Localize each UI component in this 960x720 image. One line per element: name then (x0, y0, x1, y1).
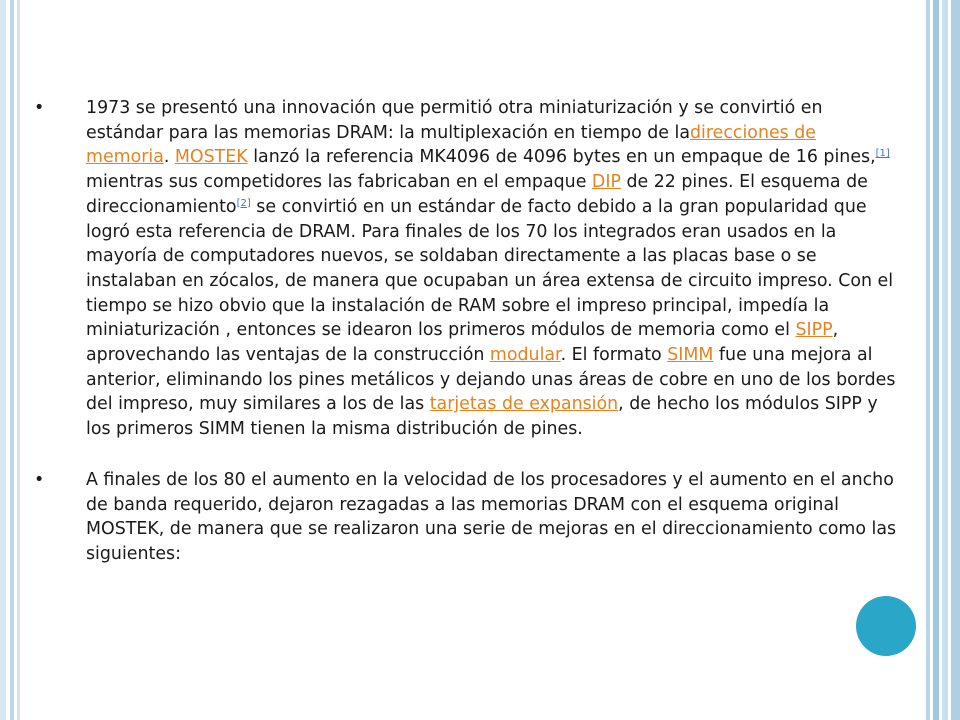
paragraph-1-text (66, 96, 904, 442)
link-tarjetas-de-expansion[interactable]: tarjetas de expansión (429, 394, 619, 415)
text-segment: de 22 pines. El esquema de direccionamiento (86, 172, 868, 217)
text-segment: , aprovechando las ventajas de la construcción (86, 320, 839, 366)
text-segment: . El formato (560, 345, 668, 366)
left-border-decoration (0, 0, 22, 720)
link-simm[interactable]: SIMM (667, 345, 714, 366)
link-sipp[interactable]: SIPP (795, 320, 833, 341)
right-border-decoration (922, 0, 960, 720)
paragraph-2-text (66, 468, 904, 567)
reference-1 (876, 148, 890, 159)
text-segment: lanzó la referencia MK4096 de 4096 bytes en un empaque de 16 pines, (247, 147, 876, 168)
bullet-paragraph-2 (34, 468, 904, 567)
reference-2 (237, 198, 251, 209)
text-segment: fue una mejora al anterior, eliminando los pines metálicos y dejando unas áreas de cobre en uno de los bordes del impreso, muy similares a los de las (86, 345, 896, 415)
link-direcciones-de-memoria[interactable]: direcciones de memoria (86, 122, 816, 168)
text-segment: mientras sus competidores las fabricaban en el empaque (86, 172, 592, 193)
reference-2-link[interactable]: [2] (236, 197, 251, 209)
link-modular[interactable]: modular (489, 345, 561, 366)
text-segment: , de hecho los módulos SIPP y los primeros SIMM tienen la misma distribución de pines. (86, 394, 878, 440)
text-segment: . (163, 147, 175, 168)
text-segment: 1973 se presentó una innovación que permitió otra miniaturización y se convirtió en estándar para las memorias DRAM: la multiplexación en tiempo de la (86, 98, 823, 143)
reference-1-link[interactable]: [1] (875, 148, 890, 160)
link-dip[interactable]: DIP (591, 172, 621, 193)
text-segment: A finales de los 80 el aumento en la velocidad de los procesadores y el aumento en el ancho de banda requerido, dejaron rezagadas a las memorias DRAM con el esquema original MOSTEK, de manera que se realizaron una serie de mejoras en el direccionamiento como las siguientes: (86, 469, 897, 564)
slide-content (34, 96, 904, 593)
bullet-icon: • (34, 469, 45, 490)
bullet-paragraph-1 (34, 96, 904, 442)
link-mostek[interactable]: MOSTEK (174, 147, 248, 168)
decorative-circle (856, 596, 916, 656)
bullet-icon: • (34, 98, 45, 118)
text-segment: se convirtió en un estándar de facto debido a la gran popularidad que logró esta referencia de DRAM. Para finales de los 70 los integrados eran usados en la mayoría de computadores nuevos, se soldaban directamente a las placas base o se instalaban en zócalos, de manera que ocupaban un área extensa de circuito impreso. Con el tiempo se hizo obvio que la instalación de RAM sobre el impreso principal, impedía la miniaturización , entonces se idearon los primeros módulos de memoria como el (86, 196, 894, 341)
